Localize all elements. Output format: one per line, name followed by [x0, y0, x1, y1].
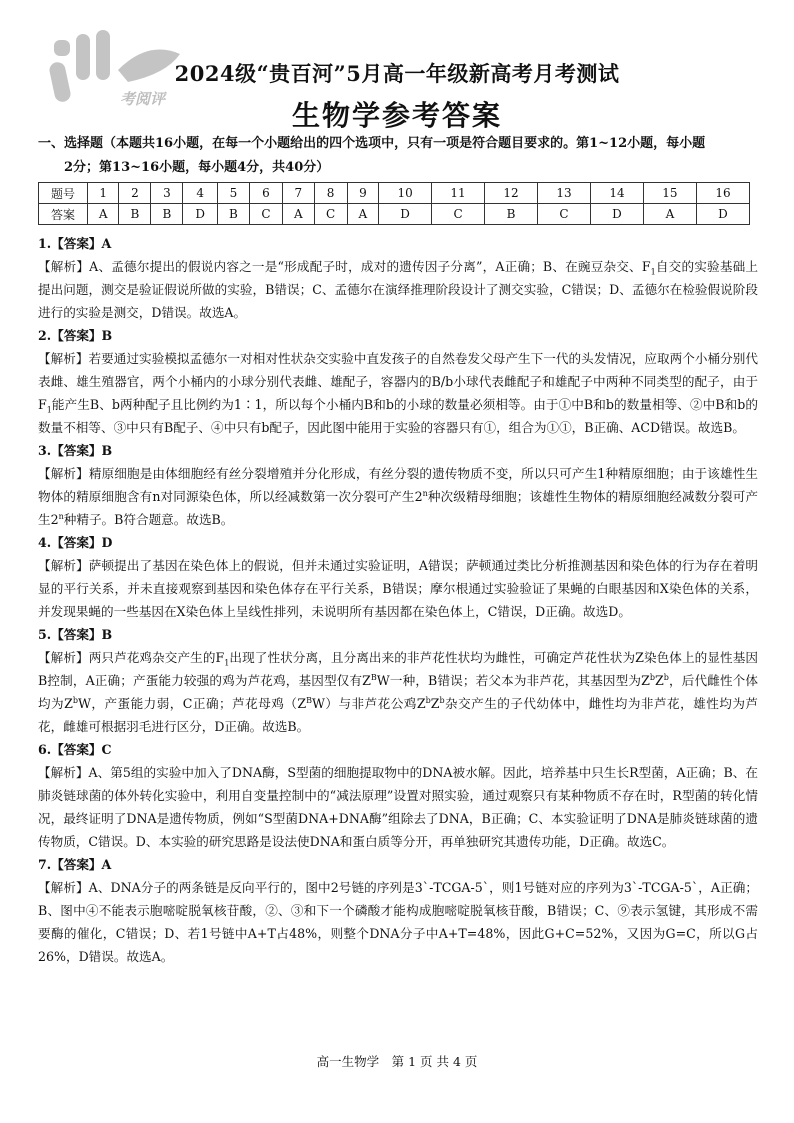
exam-title: 2024级“贵百河”5月高一年级新高考月考测试	[174, 61, 620, 86]
answer-cell: B	[151, 204, 183, 225]
answer-cell: D	[183, 204, 218, 225]
answer-cell: D	[379, 204, 432, 225]
answer-table-number-row	[39, 183, 750, 204]
answer-heading: 5.【答案】B	[38, 627, 113, 642]
question-number-cell: 9	[347, 183, 378, 204]
question-number-cell: 5	[217, 183, 249, 204]
answer-cell: A	[347, 204, 378, 225]
logo-text: 考阅评	[120, 90, 166, 108]
question-number-cell: 1	[88, 183, 119, 204]
answer-heading: 2.【答案】B	[38, 328, 113, 343]
question-number-cell: 8	[314, 183, 347, 204]
answer-cell: C	[538, 204, 591, 225]
answer-cell: C	[314, 204, 347, 225]
answer-table-row-label: 题号	[39, 183, 88, 204]
answer-cell: A	[88, 204, 119, 225]
question-number-cell: 10	[379, 183, 432, 204]
explanation: 【解析】若要通过实验模拟孟德尔一对相对性状杂交实验中直发孩子的自然卷发父母产生下一代的头发情况，应取两个小桶分别代表雌、雄生殖器官，两个小桶内的小球分别代表雌、雄配子，容器内的B/b小球代表雌配子和雄配子中两种不同类型的配子，由于$F_1$能产生B、b两种配子且比例约为1∶1，所以每个小桶内B和b的小球的数量必须相等。由于①中B和b的数量相等、②中B和b的数量不相等、③中只有B配子、④中只有b配子，因此图中能用于实验的容器只有①，组合为①①，B正确、ACD错误。故选B。	[38, 351, 758, 435]
explanation: 【解析】精原细胞是由体细胞经有丝分裂增殖并分化形成，有丝分裂的遗传物质不变，所以只可产生1种精原细胞；由于该雄性生物体的精原细胞含有n对同源染色体，所以经减数第一次分裂可产生2$^n$种次级精母细胞；该雄性生物体的精原细胞经减数分裂可产生2$^n$种精子。B符合题意。故选B。	[38, 466, 759, 527]
answer-cell: D	[696, 204, 749, 225]
answer-heading: 7.【答案】A	[38, 857, 112, 872]
answer-heading: 3.【答案】B	[38, 443, 113, 458]
answer-table	[38, 182, 750, 225]
answer-explanations	[38, 232, 758, 968]
answer-cell: B	[119, 204, 151, 225]
question-number-cell: 14	[590, 183, 643, 204]
explanation: 【解析】A、第5组的实验中加入了DNA酶，S型菌的细胞提取物中的DNA被水解。因此，培养基中只生长R型菌，A正确；B、在肺炎链球菌的体外转化实验中，利用自变量控制中的“减法原理”设置对照实验，通过观察只有某种物质不存在时，R型菌的转化情况，最终证明了DNA是遗传物质，例如“S型菌DNA+DNA酶”组除去了DNA，B正确；C、本实验证明了DNA是肺炎链球菌的遗传物质，C错误。D、本实验的研究思路是设法使DNA和蛋白质等分开，再单独研究其遗传功能，D正确。故选C。	[38, 765, 758, 849]
question-number-cell: 12	[485, 183, 538, 204]
page-footer: 高一生物学 第 1 页 共 4 页	[316, 1054, 478, 1069]
question-number-cell: 6	[249, 183, 282, 204]
explanation: 【解析】A、孟德尔提出的假说内容之一是“形成配子时，成对的遗传因子分离”，A正确；B、在豌豆杂交、$F_1$自交的实验基础上提出问题，测交是验证假说所做的实验，B错误；C、孟德尔在演绎推理阶段设计了测交实验，C错误；D、孟德尔在检验假说阶段进行的实验是测交，D错误。故选A。	[38, 259, 759, 320]
question-number-cell: 16	[696, 183, 749, 204]
explanation: 【解析】萨顿提出了基因在染色体上的假说，但并未通过实验证明，A错误；萨顿通过类比分析推测基因和染色体的行为存在着明显的平行关系，并未直接观察到基因和染色体存在平行关系，B错误；摩尔根通过实验验证了果蝇的白眼基因和X染色体的关系，并发现果蝇的一些基因在X染色体上呈线性排列，未说明所有基因都在染色体上，C错误，D正确。故选D。	[38, 558, 758, 619]
answer-table-answer-row	[39, 204, 750, 225]
explanation: 【解析】两只芦花鸡杂交产生的$F_1$出现了性状分离，且分离出来的非芦花性状均为雌性，可确定芦花性状为Z染色体上的显性基因B控制，A正确；产蛋能力较强的鸡为芦花鸡，基因型仅有$Z^BW$一种，B错误；若父本为非芦花，其基因型为$Z^bZ^b$，后代雌性个体均为$Z^bW$，产蛋能力弱，C正确；芦花母鸡$(Z^BW)$与非芦花公鸡$Z^bZ^b$杂交产生的子代幼体中，雌性均为非芦花，雄性均为芦花，雌雄可根据羽毛进行区分，D正确。故选B。	[38, 650, 758, 734]
question-number-cell: 15	[643, 183, 696, 204]
answer-cell: A	[283, 204, 314, 225]
section-heading	[38, 132, 758, 180]
answer-cell: C	[249, 204, 282, 225]
answer-cell: D	[590, 204, 643, 225]
question-number-cell: 13	[538, 183, 591, 204]
explanation: 【解析】A、DNA分子的两条链是反向平行的，图中2号链的序列是3`-TCGA-5`，则1号链对应的序列为3`-TCGA-5`，A正确；B、图中④不能表示胞嘧啶脱氧核苷酸，②、③和下一个磷酸才能构成胞嘧啶脱氧核苷酸，B错误；C、⑨表示氢键，其形成不需要酶的催化，C错误；D、若1号链中A+T占48%，则整个DNA分子中A+T=48%，因此G+C=52%，又因为G=C，所以G占26%，D错误。故选A。	[38, 880, 758, 964]
document-title: 生物学参考答案	[291, 99, 502, 132]
answer-table-row-label: 答案	[39, 204, 88, 225]
answer-cell: A	[643, 204, 696, 225]
section-heading-line2: 2分；第13~16小题，每小题4分，共40分）	[64, 160, 330, 175]
question-number-cell: 11	[432, 183, 485, 204]
question-number-cell: 7	[283, 183, 314, 204]
question-number-cell: 2	[119, 183, 151, 204]
section-heading-line1: 一、选择题（本题共16小题，在每一个小题给出的四个选项中，只有一项是符合题目要求的。第1~12小题，每小题	[38, 136, 706, 151]
answer-heading: 1.【答案】A	[38, 236, 112, 251]
answer-cell: B	[485, 204, 538, 225]
answer-cell: B	[217, 204, 249, 225]
question-number-cell: 4	[183, 183, 218, 204]
answer-heading: 6.【答案】C	[38, 742, 112, 757]
answer-cell: C	[432, 204, 485, 225]
question-number-cell: 3	[151, 183, 183, 204]
answer-heading: 4.【答案】D	[38, 535, 113, 550]
